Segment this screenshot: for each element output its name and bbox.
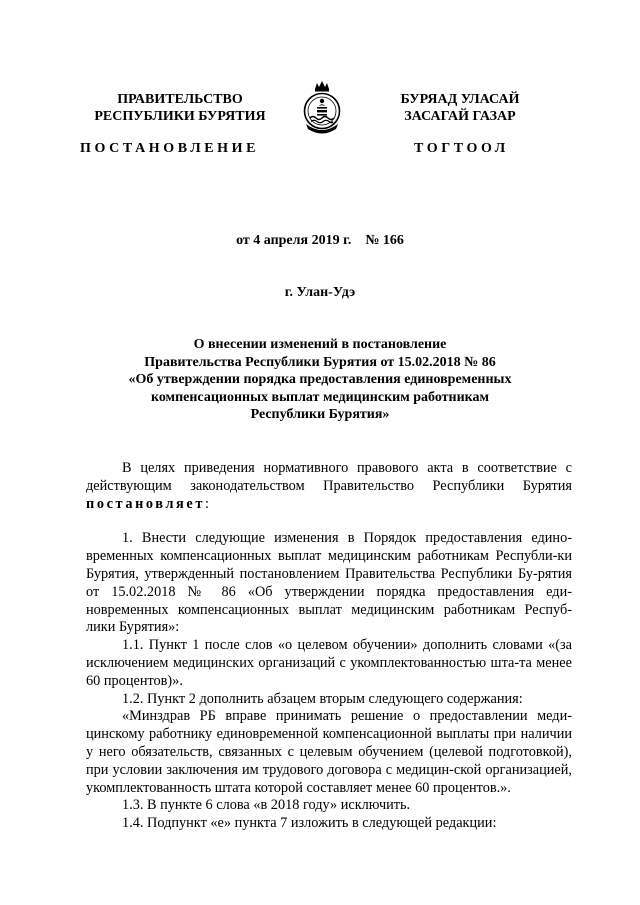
doc-type-left: ПОСТАНОВЛЕНИЕ bbox=[80, 141, 260, 156]
title-line: Правительства Республики Бурятия от 15.02.2018 № 86 bbox=[144, 354, 496, 370]
header-right-line1: БУРЯАД УЛАСАЙ bbox=[400, 92, 520, 107]
decree-word: постановляет bbox=[86, 495, 205, 512]
document-city: г. Улан-Удэ bbox=[284, 285, 356, 300]
item-1-3: 1.3. В пункте 6 слова «в 2018 году» исключить. bbox=[122, 797, 411, 814]
item-1-4: 1.4. Подпункт «е» пункта 7 изложить в следующей редакции: bbox=[122, 815, 497, 832]
item-1-1: 1.1. Пункт 1 после слов «о целевом обучении» дополнить словами «(за исключением медицинских организаций с укомплектованностью шта-та менее 60 процентов)». bbox=[86, 637, 572, 689]
header-left-authority bbox=[80, 91, 280, 125]
header-left-line2: РЕСПУБЛИКИ БУРЯТИЯ bbox=[94, 109, 266, 124]
title-line: «Об утверждении порядка предоставления единовременных bbox=[128, 372, 512, 387]
document-body bbox=[86, 460, 572, 833]
title-line: О внесении изменений в постановление bbox=[193, 337, 447, 352]
title-line: Республики Бурятия» bbox=[250, 407, 390, 422]
header-right-authority bbox=[360, 91, 560, 125]
title-line: компенсационных выплат медицинским работникам bbox=[150, 389, 490, 405]
decree-colon: : bbox=[204, 495, 209, 512]
item-1: 1. Внести следующие изменения в Порядок предоставления едино-временных компенсационных выплат медицинским работникам Республи-ки Бурятия, утвержденный постановлением Правительства Республики Бу-рятия от 15.02.2018 № 86 «Об утверждении порядка предоставления еди-новременных компенсационных выплат медицинским работникам Респуб-лики Бурятия»: bbox=[86, 530, 572, 636]
preamble-paragraph bbox=[86, 460, 572, 513]
doc-type-right: ТОГТООЛ bbox=[414, 141, 509, 156]
item-1-2: 1.2. Пункт 2 дополнить абзацем вторым следующего содержания: bbox=[122, 690, 523, 707]
document-date-number: от 4 апреля 2019 г. № 166 bbox=[236, 233, 404, 248]
document-title bbox=[90, 336, 550, 424]
item-1-2-quote: «Минздрав РБ вправе принимать решение о предоставлении меди-цинскому работнику единовременной компенсационной выплаты при наличии у него обязательств, связанных с целевым обучением (целевой подготовкой), при условии заключения им трудового договора с медицин-ской организацией, укомплектованность штата которой составляет менее 60 процентов.». bbox=[86, 708, 572, 796]
header-left-line1: ПРАВИТЕЛЬСТВО bbox=[117, 92, 243, 107]
coat-of-arms-icon bbox=[300, 80, 344, 138]
header-right-line2: ЗАСАГАЙ ГАЗАР bbox=[404, 109, 516, 124]
preamble-text: В целях приведения нормативного правового акта в соответствие с действующим законодательством Правительство Республики Бурятия bbox=[86, 460, 572, 494]
